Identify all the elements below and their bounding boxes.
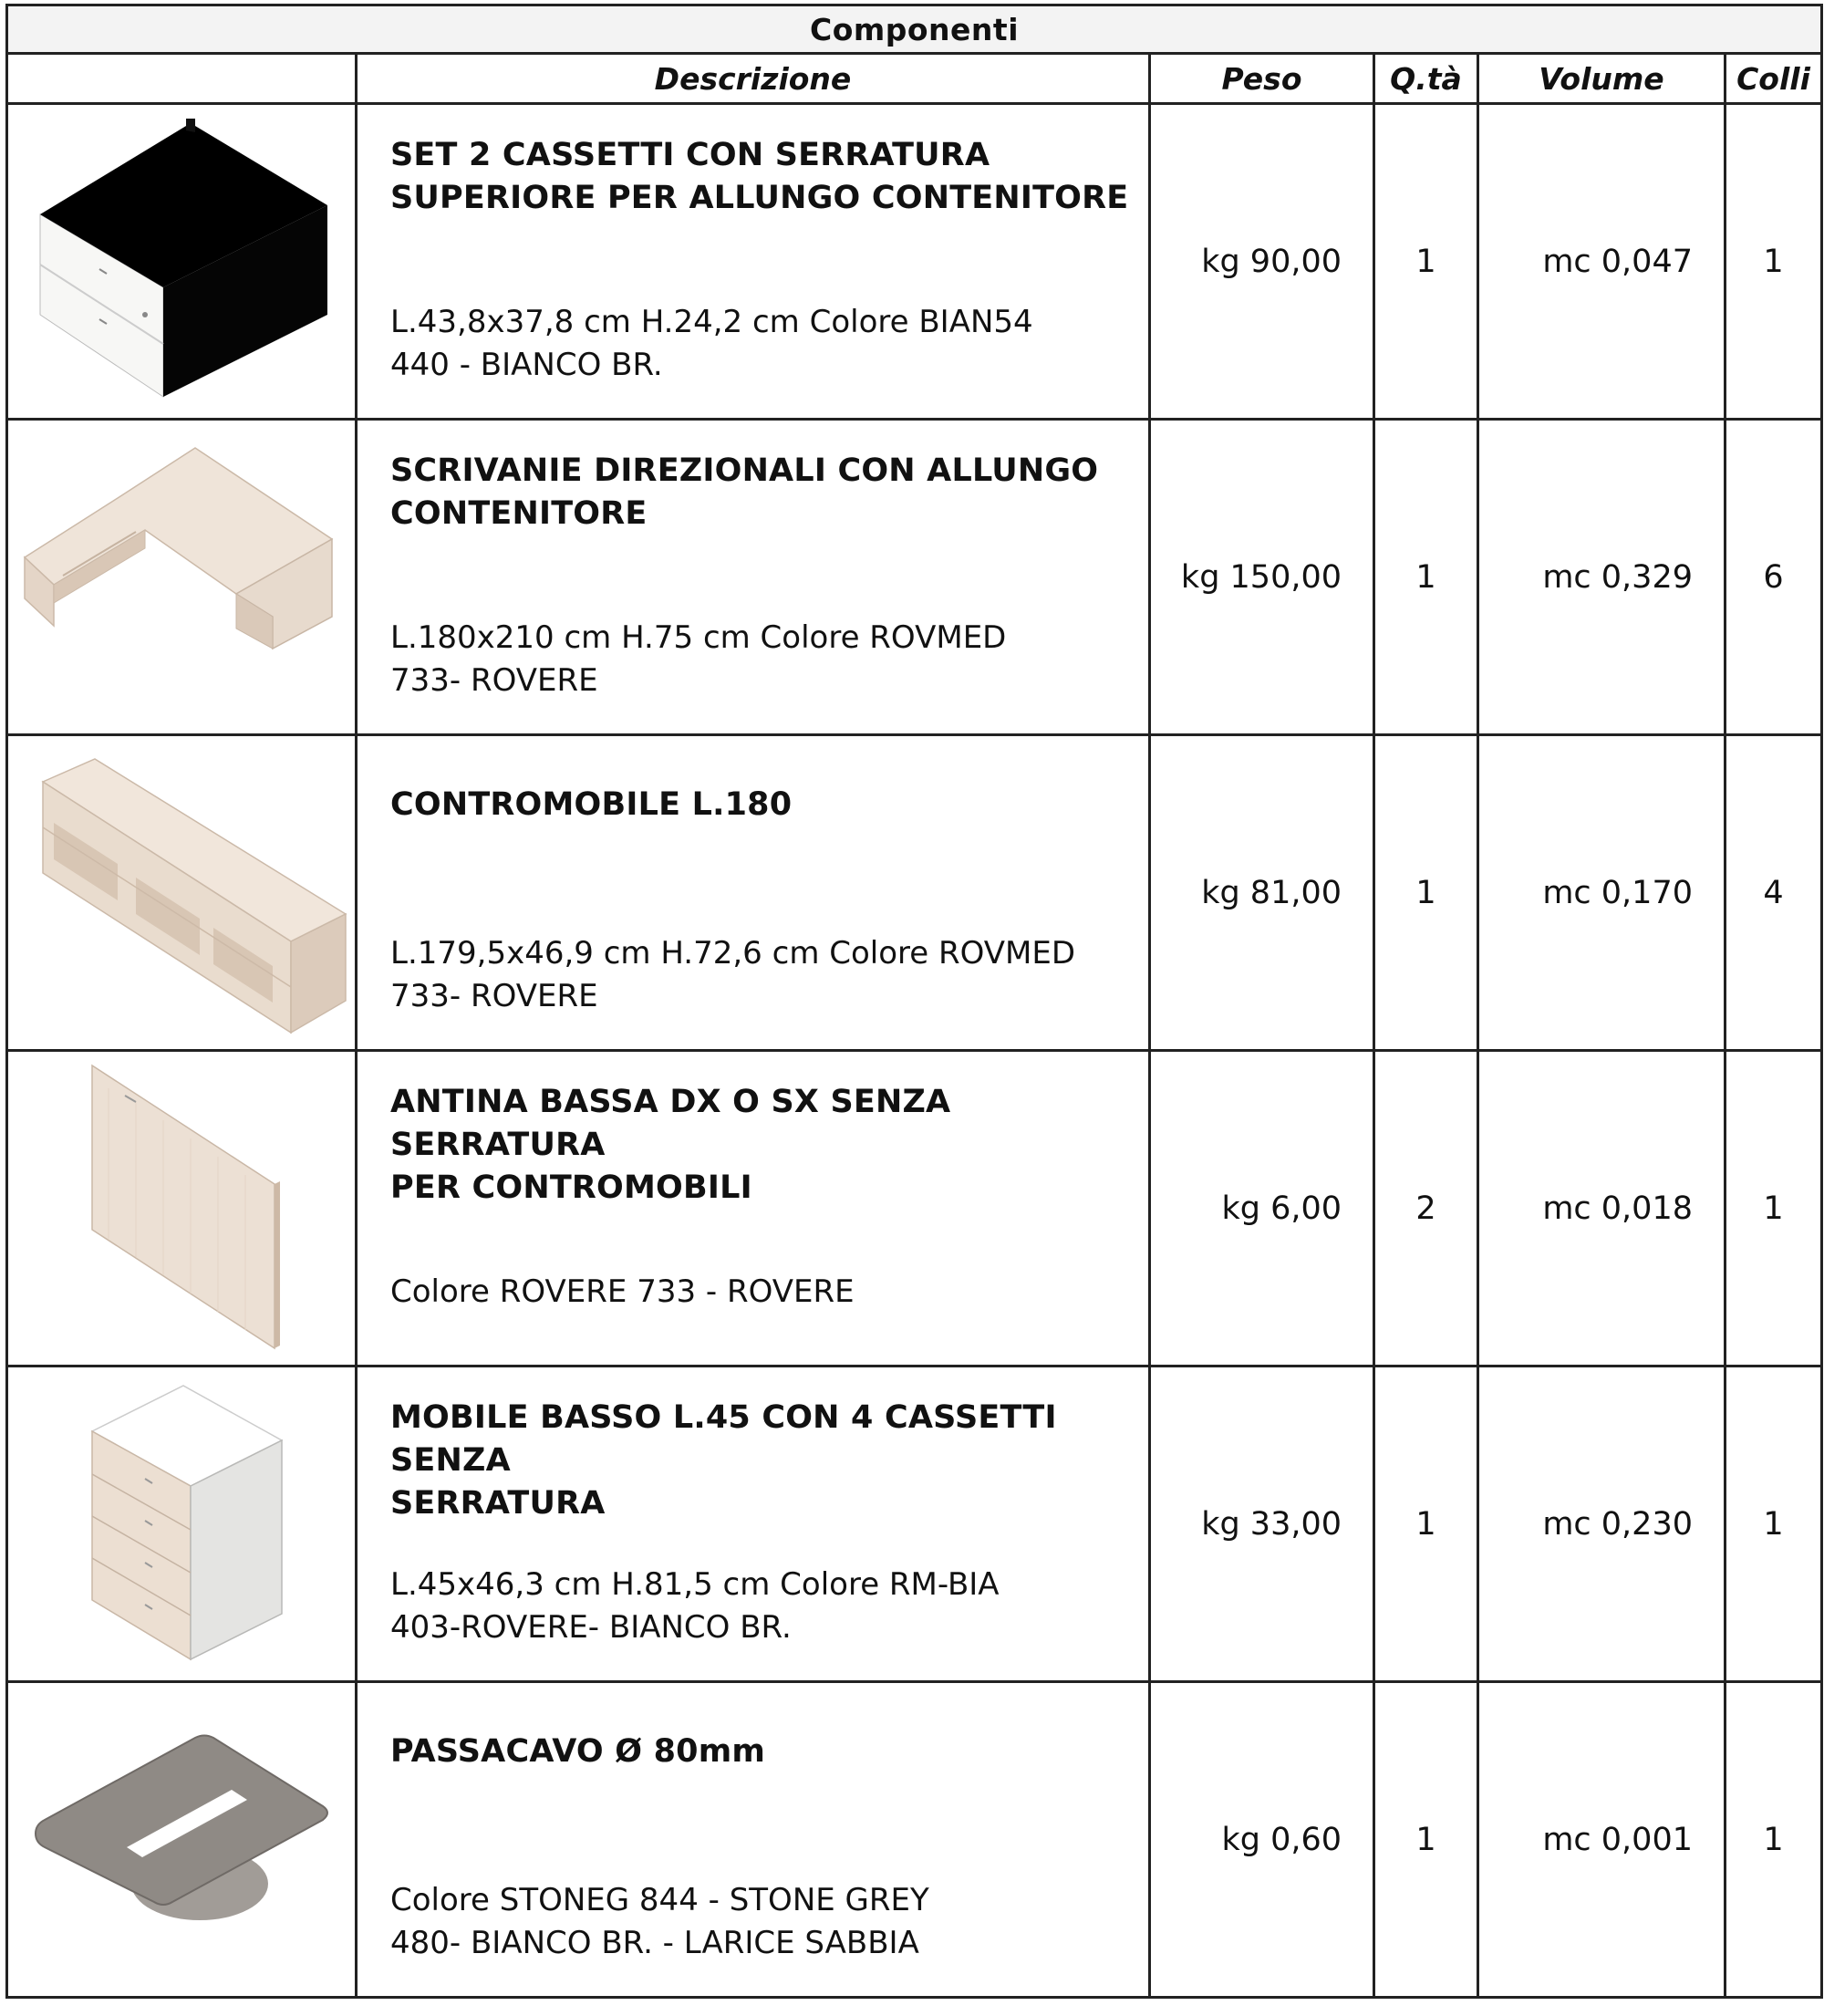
- header-weight: Peso: [1150, 54, 1374, 104]
- drawer-set-icon: [8, 105, 358, 418]
- item-qty: 1: [1374, 104, 1478, 420]
- header-volume: Volume: [1478, 54, 1726, 104]
- item-image-cell: [7, 1051, 357, 1367]
- item-qty: 1: [1374, 1367, 1478, 1682]
- item-volume: mc 0,170: [1478, 735, 1726, 1051]
- table-row: [7, 735, 1822, 1051]
- item-image-cell: [7, 1682, 357, 1998]
- item-details: L.43,8x37,8 cm H.24,2 cm Colore BIAN54 440 - BIANCO BR.: [390, 304, 1033, 383]
- item-image-cell: [7, 1367, 357, 1682]
- item-description-cell: [357, 1682, 1150, 1998]
- executive-desk-icon: [8, 421, 358, 733]
- table-row: [7, 1051, 1822, 1367]
- components-table: [5, 4, 1823, 1999]
- item-packages: 1: [1726, 1682, 1822, 1998]
- item-image-cell: [7, 735, 357, 1051]
- components-sheet: [5, 4, 1820, 1999]
- item-title: MOBILE BASSO L.45 CON 4 CASSETTI SENZA SERRATURA: [390, 1399, 1057, 1522]
- header-qty: Q.tà: [1374, 54, 1478, 104]
- item-details: L.180x210 cm H.75 cm Colore ROVMED 733- ROVERE: [390, 619, 1007, 699]
- item-description-cell: [357, 420, 1150, 735]
- item-weight: kg 0,60: [1150, 1682, 1374, 1998]
- item-details: L.179,5x46,9 cm H.72,6 cm Colore ROVMED 733- ROVERE: [390, 935, 1076, 1014]
- item-description-cell: [357, 1367, 1150, 1682]
- item-qty: 2: [1374, 1051, 1478, 1367]
- item-weight: kg 90,00: [1150, 104, 1374, 420]
- item-weight: kg 33,00: [1150, 1367, 1374, 1682]
- item-details: Colore ROVERE 733 - ROVERE: [390, 1273, 855, 1310]
- drawer-cabinet-icon: [8, 1367, 358, 1680]
- item-packages: 1: [1726, 1051, 1822, 1367]
- item-description-cell: [357, 1051, 1150, 1367]
- item-title: SET 2 CASSETTI CON SERRATURA SUPERIORE PER ALLUNGO CONTENITORE: [390, 137, 1129, 216]
- table-row: [7, 104, 1822, 420]
- item-image-cell: [7, 104, 357, 420]
- item-weight: kg 150,00: [1150, 420, 1374, 735]
- item-title: ANTINA BASSA DX O SX SENZA SERRATURA PER CONTROMOBILI: [390, 1084, 951, 1206]
- header-image: [7, 54, 357, 104]
- item-packages: 1: [1726, 1367, 1822, 1682]
- item-title: PASSACAVO Ø 80mm: [390, 1733, 766, 1770]
- item-qty: 1: [1374, 1682, 1478, 1998]
- item-volume: mc 0,329: [1478, 420, 1726, 735]
- header-packages: Colli: [1726, 54, 1822, 104]
- item-weight: kg 81,00: [1150, 735, 1374, 1051]
- table-title: Componenti: [7, 5, 1822, 54]
- table-header-row: [7, 54, 1822, 104]
- item-packages: 6: [1726, 420, 1822, 735]
- item-description-cell: [357, 104, 1150, 420]
- item-volume: mc 0,018: [1478, 1051, 1726, 1367]
- item-volume: mc 0,047: [1478, 104, 1726, 420]
- door-panel-icon: [8, 1052, 358, 1365]
- item-weight: kg 6,00: [1150, 1051, 1374, 1367]
- item-details: L.45x46,3 cm H.81,5 cm Colore RM-BIA 403-ROVERE- BIANCO BR.: [390, 1566, 1000, 1646]
- table-title-row: [7, 5, 1822, 54]
- item-title: CONTROMOBILE L.180: [390, 786, 793, 823]
- item-packages: 1: [1726, 104, 1822, 420]
- item-description-cell: [357, 735, 1150, 1051]
- item-image-cell: [7, 420, 357, 735]
- item-qty: 1: [1374, 420, 1478, 735]
- item-packages: 4: [1726, 735, 1822, 1051]
- table-row: [7, 420, 1822, 735]
- item-volume: mc 0,001: [1478, 1682, 1726, 1998]
- item-qty: 1: [1374, 735, 1478, 1051]
- header-description: Descrizione: [357, 54, 1150, 104]
- table-row: [7, 1367, 1822, 1682]
- item-volume: mc 0,230: [1478, 1367, 1726, 1682]
- item-title: SCRIVANIE DIREZIONALI CON ALLUNGO CONTENITORE: [390, 452, 1099, 532]
- table-row: [7, 1682, 1822, 1998]
- cable-grommet-icon: [8, 1683, 358, 1996]
- item-details: Colore STONEG 844 - STONE GREY 480- BIANCO BR. - LARICE SABBIA: [390, 1882, 929, 1961]
- credenza-icon: [8, 736, 358, 1049]
